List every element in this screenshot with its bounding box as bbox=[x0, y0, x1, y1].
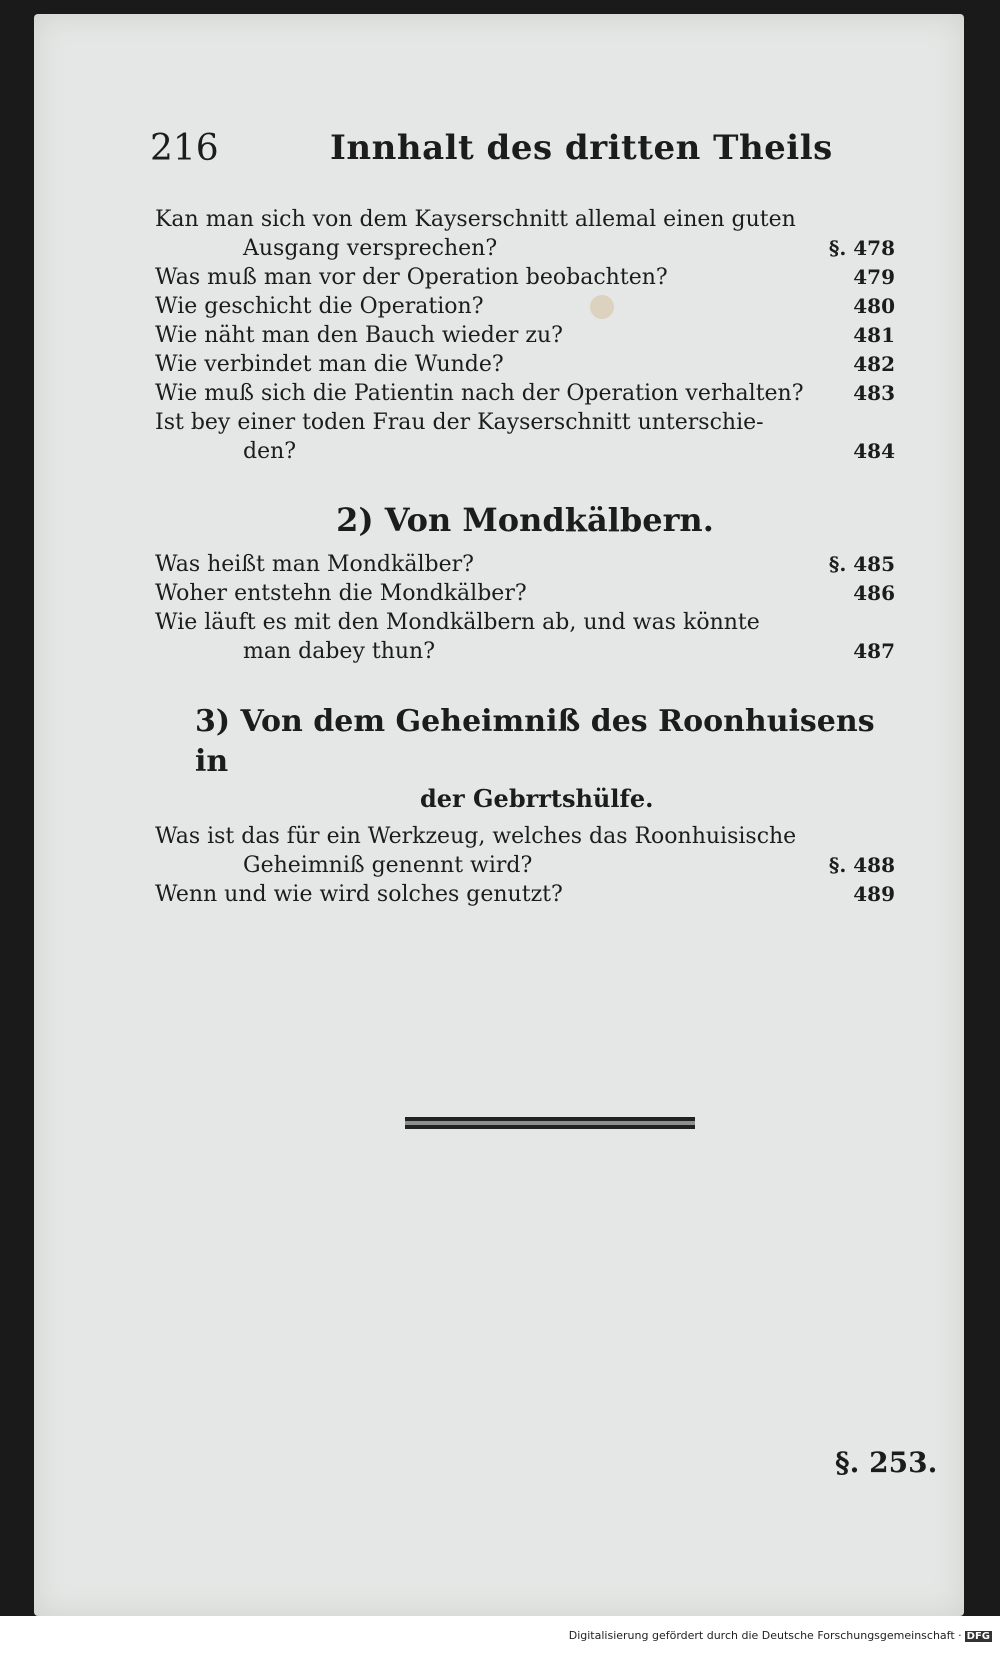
footer-credit bbox=[569, 1629, 992, 1642]
toc-entry: Ist bey einer toden Frau der Kayserschnitt unterschie- den? 484 bbox=[155, 410, 895, 464]
page-number: 216 bbox=[150, 128, 219, 169]
toc-entry: Was ist das für ein Werkzeug, welches das Roonhuisische Geheimniß genennt wird? §. 488 bbox=[155, 824, 895, 878]
section-3 bbox=[155, 822, 895, 909]
paragraph-number: 489 bbox=[853, 882, 895, 906]
paragraph-number: 486 bbox=[853, 581, 895, 605]
running-head: Innhalt des dritten Theils bbox=[330, 128, 833, 168]
section-2 bbox=[155, 550, 895, 666]
section-heading-continued: der Gebrrtshülfe. bbox=[420, 784, 654, 813]
toc-entry: Wie verbindet man die Wunde? 482 bbox=[155, 352, 895, 377]
section-heading: 2) Von Mondkälbern. bbox=[336, 501, 714, 539]
paragraph-number: §. 488 bbox=[828, 853, 895, 877]
paragraph-number: 479 bbox=[853, 265, 895, 289]
paragraph-number: 483 bbox=[853, 381, 895, 405]
ornament-rule-icon bbox=[405, 1115, 695, 1131]
paragraph-number: §. 485 bbox=[828, 552, 895, 576]
toc-entry: Wie muß sich die Patientin nach der Operation verhalten? 483 bbox=[155, 381, 895, 406]
table-of-contents bbox=[155, 205, 895, 909]
paragraph-number: 482 bbox=[853, 352, 895, 376]
paragraph-number: 487 bbox=[853, 639, 895, 663]
page-header bbox=[150, 128, 910, 178]
toc-entry: Was muß man vor der Operation beobachten? 479 bbox=[155, 265, 895, 290]
catchword: §. 253. bbox=[835, 1446, 938, 1479]
paragraph-number: 480 bbox=[853, 294, 895, 318]
toc-entry: Woher entstehn die Mondkälber? 486 bbox=[155, 581, 895, 606]
toc-entry: Was heißt man Mondkälber? §. 485 bbox=[155, 552, 895, 577]
paragraph-number: 484 bbox=[853, 439, 895, 463]
toc-entry: Wie näht man den Bauch wieder zu? 481 bbox=[155, 323, 895, 348]
dfg-logo: DFG bbox=[966, 1631, 990, 1642]
toc-entry: Wie läuft es mit den Mondkälbern ab, und was könnte man dabey thun? 487 bbox=[155, 610, 895, 664]
toc-entry: Wenn und wie wird solches genutzt? 489 bbox=[155, 882, 895, 907]
paragraph-number: 481 bbox=[853, 323, 895, 347]
footer-credit-text: Digitalisierung gefördert durch die Deutsche Forschungsgemeinschaft · bbox=[568, 1629, 962, 1642]
paragraph-number: §. 478 bbox=[828, 236, 895, 260]
section-heading: 3) Von dem Geheimniß des Roonhuisens in bbox=[195, 704, 875, 779]
toc-entry: Kan man sich von dem Kayserschnitt allemal einen guten Ausgang versprechen? §. 478 bbox=[155, 207, 895, 261]
section-1 bbox=[155, 205, 895, 466]
toc-entry: Wie geschicht die Operation? 480 bbox=[155, 294, 895, 319]
